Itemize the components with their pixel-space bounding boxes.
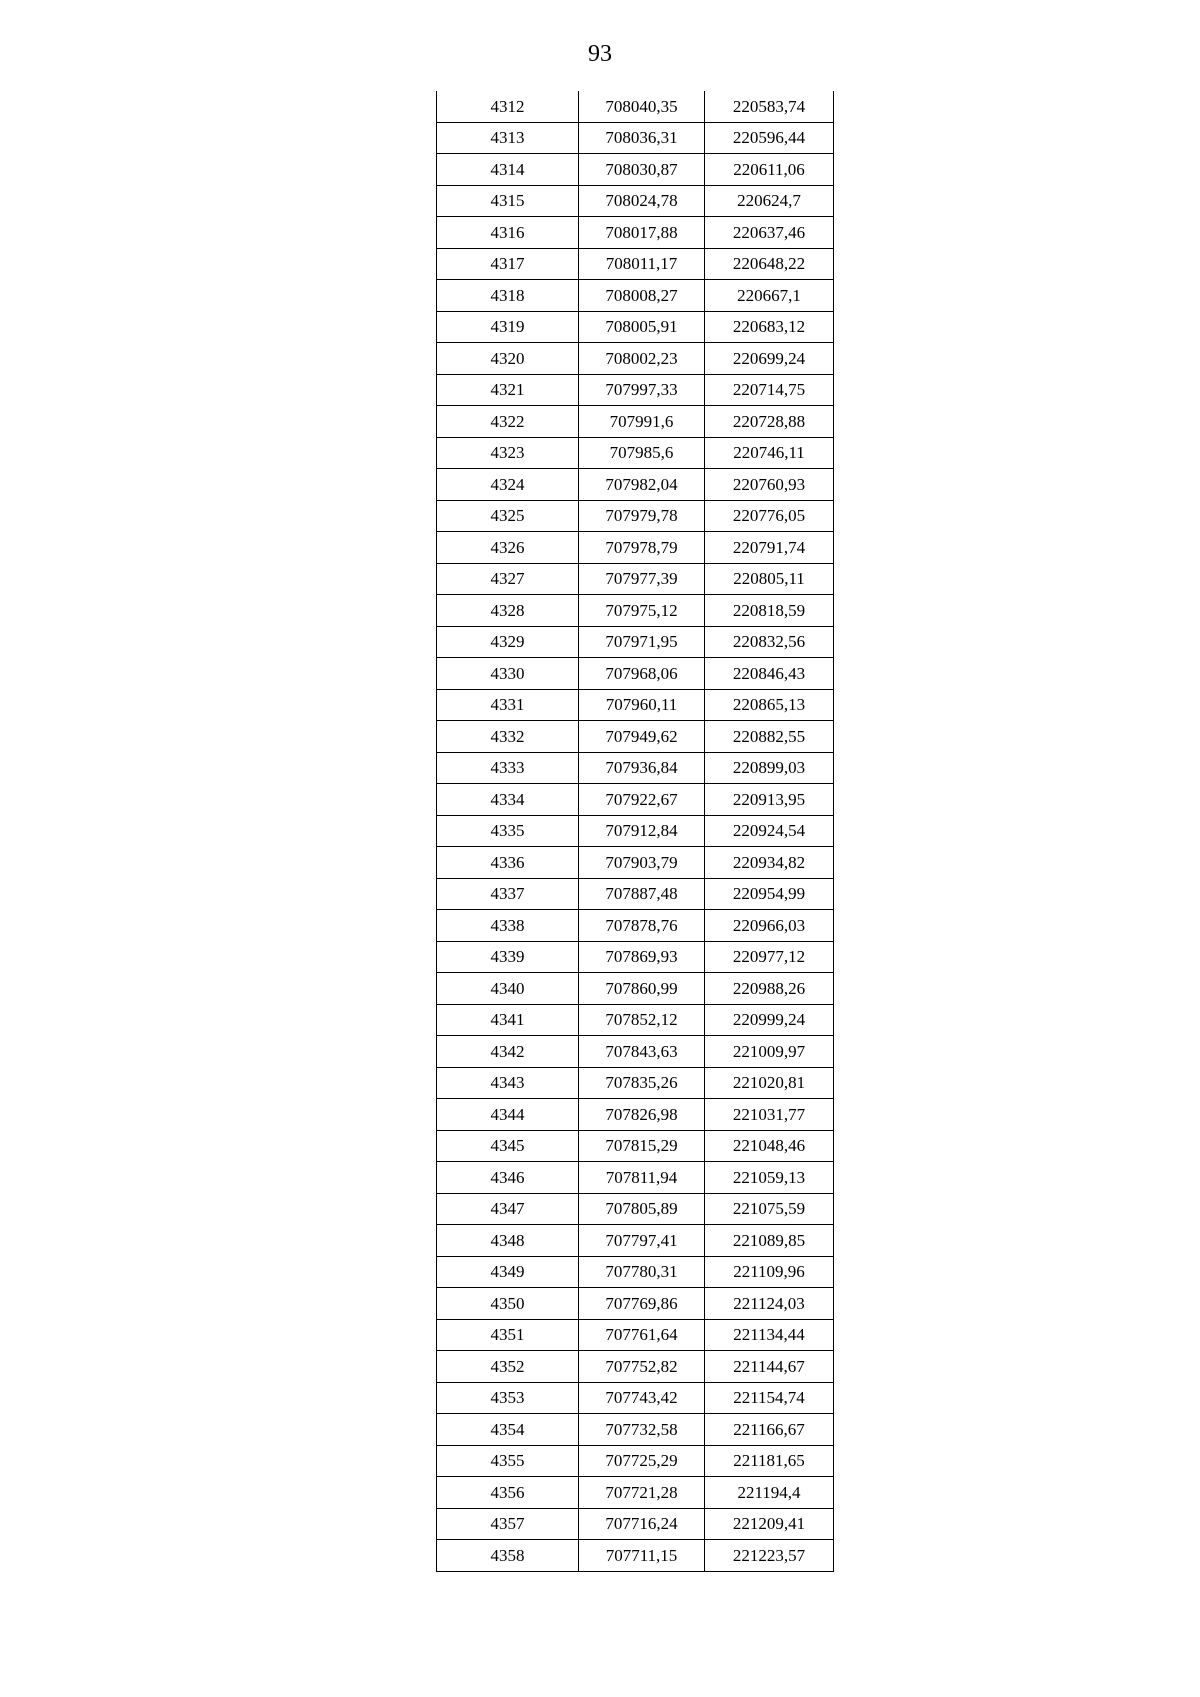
table-row [437,1382,834,1414]
y-coordinate-cell: 221181,65 [705,1445,834,1477]
x-coordinate-cell: 707922,67 [579,784,705,816]
table-row [437,1036,834,1068]
point-number-cell: 4350 [437,1288,579,1320]
point-number-cell: 4344 [437,1099,579,1131]
table-row [437,1162,834,1194]
y-coordinate-cell: 220818,59 [705,595,834,627]
table-row [437,406,834,438]
y-coordinate-cell: 220832,56 [705,626,834,658]
point-number-cell: 4321 [437,374,579,406]
x-coordinate-cell: 707936,84 [579,752,705,784]
point-number-cell: 4335 [437,815,579,847]
table-row [437,122,834,154]
y-coordinate-cell: 220999,24 [705,1004,834,1036]
point-number-cell: 4325 [437,500,579,532]
point-number-cell: 4346 [437,1162,579,1194]
x-coordinate-cell: 707815,29 [579,1130,705,1162]
point-number-cell: 4345 [437,1130,579,1162]
y-coordinate-cell: 220954,99 [705,878,834,910]
table-row [437,1004,834,1036]
y-coordinate-cell: 221166,67 [705,1414,834,1446]
coordinates-table [436,91,834,1572]
y-coordinate-cell: 220596,44 [705,122,834,154]
table-row [437,784,834,816]
x-coordinate-cell: 707769,86 [579,1288,705,1320]
point-number-cell: 4355 [437,1445,579,1477]
table-row [437,910,834,942]
y-coordinate-cell: 220913,95 [705,784,834,816]
y-coordinate-cell: 220699,24 [705,343,834,375]
x-coordinate-cell: 707960,11 [579,689,705,721]
y-coordinate-cell: 221144,67 [705,1351,834,1383]
point-number-cell: 4343 [437,1067,579,1099]
x-coordinate-cell: 707852,12 [579,1004,705,1036]
y-coordinate-cell: 220924,54 [705,815,834,847]
table-row [437,1414,834,1446]
table-row [437,1193,834,1225]
x-coordinate-cell: 707843,63 [579,1036,705,1068]
point-number-cell: 4327 [437,563,579,595]
table-row [437,1099,834,1131]
x-coordinate-cell: 707903,79 [579,847,705,879]
x-coordinate-cell: 707860,99 [579,973,705,1005]
point-number-cell: 4358 [437,1540,579,1572]
table-row [437,878,834,910]
x-coordinate-cell: 708005,91 [579,311,705,343]
table-row [437,595,834,627]
point-number-cell: 4315 [437,185,579,217]
y-coordinate-cell: 221031,77 [705,1099,834,1131]
point-number-cell: 4337 [437,878,579,910]
table-row [437,500,834,532]
y-coordinate-cell: 221209,41 [705,1508,834,1540]
table-row [437,217,834,249]
x-coordinate-cell: 708030,87 [579,154,705,186]
table-row [437,1477,834,1509]
table-row [437,374,834,406]
table-row [437,973,834,1005]
point-number-cell: 4319 [437,311,579,343]
y-coordinate-cell: 221134,44 [705,1319,834,1351]
point-number-cell: 4357 [437,1508,579,1540]
table-row [437,343,834,375]
x-coordinate-cell: 707711,15 [579,1540,705,1572]
point-number-cell: 4328 [437,595,579,627]
table-row [437,626,834,658]
point-number-cell: 4333 [437,752,579,784]
table-row [437,1067,834,1099]
table-row [437,1319,834,1351]
x-coordinate-cell: 707977,39 [579,563,705,595]
y-coordinate-cell: 220683,12 [705,311,834,343]
table-row [437,752,834,784]
point-number-cell: 4354 [437,1414,579,1446]
y-coordinate-cell: 221223,57 [705,1540,834,1572]
point-number-cell: 4313 [437,122,579,154]
x-coordinate-cell: 707978,79 [579,532,705,564]
x-coordinate-cell: 707975,12 [579,595,705,627]
x-coordinate-cell: 708024,78 [579,185,705,217]
table-row [437,91,834,122]
point-number-cell: 4336 [437,847,579,879]
point-number-cell: 4331 [437,689,579,721]
table-row [437,1256,834,1288]
y-coordinate-cell: 220805,11 [705,563,834,595]
table-row [437,248,834,280]
table-row [437,815,834,847]
point-number-cell: 4348 [437,1225,579,1257]
y-coordinate-cell: 220988,26 [705,973,834,1005]
table-row [437,1445,834,1477]
y-coordinate-cell: 221194,4 [705,1477,834,1509]
y-coordinate-cell: 220746,11 [705,437,834,469]
y-coordinate-cell: 220728,88 [705,406,834,438]
point-number-cell: 4318 [437,280,579,312]
table-row [437,563,834,595]
point-number-cell: 4320 [437,343,579,375]
x-coordinate-cell: 707971,95 [579,626,705,658]
point-number-cell: 4351 [437,1319,579,1351]
page-number: 93 [588,41,612,67]
x-coordinate-cell: 707835,26 [579,1067,705,1099]
point-number-cell: 4322 [437,406,579,438]
x-coordinate-cell: 707979,78 [579,500,705,532]
table-row [437,1288,834,1320]
point-number-cell: 4353 [437,1382,579,1414]
y-coordinate-cell: 220624,7 [705,185,834,217]
point-number-cell: 4341 [437,1004,579,1036]
table-row [437,1351,834,1383]
x-coordinate-cell: 707991,6 [579,406,705,438]
table-row [437,280,834,312]
y-coordinate-cell: 220846,43 [705,658,834,690]
table-row [437,689,834,721]
x-coordinate-cell: 707982,04 [579,469,705,501]
point-number-cell: 4356 [437,1477,579,1509]
point-number-cell: 4339 [437,941,579,973]
point-number-cell: 4317 [437,248,579,280]
y-coordinate-cell: 221109,96 [705,1256,834,1288]
y-coordinate-cell: 221048,46 [705,1130,834,1162]
point-number-cell: 4329 [437,626,579,658]
x-coordinate-cell: 708040,35 [579,91,705,122]
y-coordinate-cell: 220648,22 [705,248,834,280]
y-coordinate-cell: 220637,46 [705,217,834,249]
y-coordinate-cell: 220760,93 [705,469,834,501]
point-number-cell: 4330 [437,658,579,690]
point-number-cell: 4342 [437,1036,579,1068]
y-coordinate-cell: 220899,03 [705,752,834,784]
x-coordinate-cell: 707912,84 [579,815,705,847]
table-row [437,1130,834,1162]
point-number-cell: 4326 [437,532,579,564]
x-coordinate-cell: 707805,89 [579,1193,705,1225]
coordinates-table-body [437,91,834,1571]
table-row [437,437,834,469]
x-coordinate-cell: 707997,33 [579,374,705,406]
x-coordinate-cell: 707743,42 [579,1382,705,1414]
x-coordinate-cell: 707752,82 [579,1351,705,1383]
y-coordinate-cell: 220966,03 [705,910,834,942]
point-number-cell: 4316 [437,217,579,249]
point-number-cell: 4338 [437,910,579,942]
table-row [437,658,834,690]
point-number-cell: 4340 [437,973,579,1005]
table-row [437,185,834,217]
y-coordinate-cell: 221089,85 [705,1225,834,1257]
x-coordinate-cell: 708008,27 [579,280,705,312]
x-coordinate-cell: 707797,41 [579,1225,705,1257]
y-coordinate-cell: 220882,55 [705,721,834,753]
y-coordinate-cell: 220865,13 [705,689,834,721]
x-coordinate-cell: 707716,24 [579,1508,705,1540]
x-coordinate-cell: 708011,17 [579,248,705,280]
x-coordinate-cell: 707985,6 [579,437,705,469]
y-coordinate-cell: 220934,82 [705,847,834,879]
x-coordinate-cell: 707887,48 [579,878,705,910]
point-number-cell: 4323 [437,437,579,469]
y-coordinate-cell: 220776,05 [705,500,834,532]
point-number-cell: 4334 [437,784,579,816]
y-coordinate-cell: 221154,74 [705,1382,834,1414]
y-coordinate-cell: 220583,74 [705,91,834,122]
y-coordinate-cell: 221059,13 [705,1162,834,1194]
y-coordinate-cell: 221020,81 [705,1067,834,1099]
x-coordinate-cell: 707811,94 [579,1162,705,1194]
y-coordinate-cell: 220611,06 [705,154,834,186]
point-number-cell: 4349 [437,1256,579,1288]
x-coordinate-cell: 708036,31 [579,122,705,154]
x-coordinate-cell: 707780,31 [579,1256,705,1288]
x-coordinate-cell: 707949,62 [579,721,705,753]
x-coordinate-cell: 707725,29 [579,1445,705,1477]
point-number-cell: 4332 [437,721,579,753]
y-coordinate-cell: 221124,03 [705,1288,834,1320]
x-coordinate-cell: 707878,76 [579,910,705,942]
x-coordinate-cell: 708017,88 [579,217,705,249]
y-coordinate-cell: 220977,12 [705,941,834,973]
x-coordinate-cell: 707761,64 [579,1319,705,1351]
table-row [437,1540,834,1572]
x-coordinate-cell: 707968,06 [579,658,705,690]
y-coordinate-cell: 220791,74 [705,532,834,564]
y-coordinate-cell: 221075,59 [705,1193,834,1225]
table-row [437,941,834,973]
table-row [437,847,834,879]
x-coordinate-cell: 707826,98 [579,1099,705,1131]
y-coordinate-cell: 220667,1 [705,280,834,312]
x-coordinate-cell: 707869,93 [579,941,705,973]
point-number-cell: 4352 [437,1351,579,1383]
point-number-cell: 4347 [437,1193,579,1225]
table-row [437,1508,834,1540]
table-row [437,311,834,343]
x-coordinate-cell: 707721,28 [579,1477,705,1509]
y-coordinate-cell: 221009,97 [705,1036,834,1068]
table-row [437,154,834,186]
point-number-cell: 4314 [437,154,579,186]
x-coordinate-cell: 707732,58 [579,1414,705,1446]
y-coordinate-cell: 220714,75 [705,374,834,406]
x-coordinate-cell: 708002,23 [579,343,705,375]
table-row [437,469,834,501]
table-row [437,532,834,564]
table-row [437,721,834,753]
table-row [437,1225,834,1257]
point-number-cell: 4324 [437,469,579,501]
point-number-cell: 4312 [437,91,579,122]
